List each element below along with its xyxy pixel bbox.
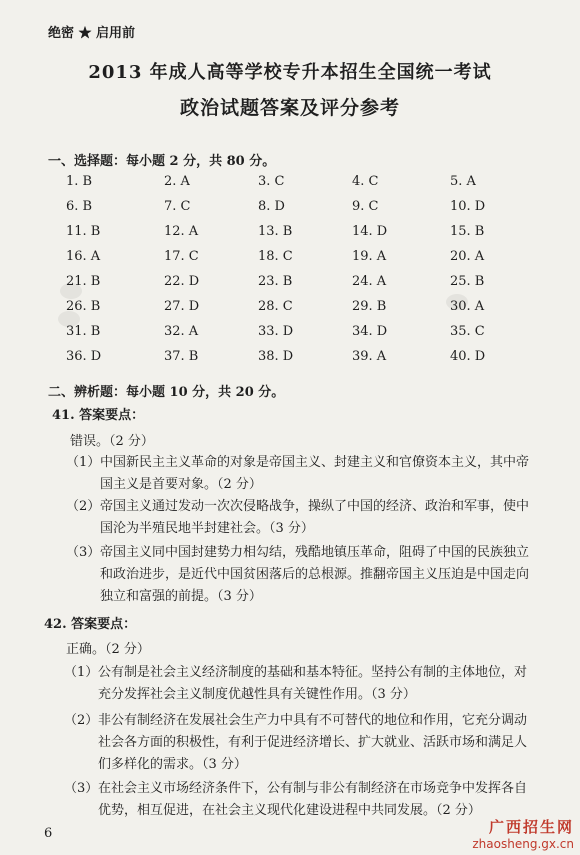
point-text-line: 中国新民主主义革命的对象是帝国主义、封建主义和官僚资本主义，其中帝 bbox=[100, 455, 530, 470]
watermark-url: zhaosheng.gx.cn bbox=[472, 837, 574, 851]
answer-item: 28. C bbox=[258, 299, 293, 314]
point-text-line: 社会各方面的积极性，有利于促进经济增长、扩大就业、活跃市场和满足人 bbox=[98, 735, 528, 750]
point-number: （3） bbox=[66, 545, 101, 560]
answer-item: 2. A bbox=[164, 174, 190, 189]
answer-item: 5. A bbox=[450, 174, 476, 189]
answer-item: 23. B bbox=[258, 274, 293, 289]
answer-item: 19. A bbox=[352, 249, 387, 264]
answer-item: 8. D bbox=[258, 199, 285, 214]
exam-title: 2013 年成人高等学校专升本招生全国统一考试 bbox=[88, 62, 492, 83]
point-text-line: 独立和富强的前提。（3 分） bbox=[100, 589, 262, 604]
answer-item: 40. D bbox=[450, 349, 486, 364]
q41-point-2 bbox=[66, 496, 556, 540]
q42-verdict: 正确。（2 分） bbox=[66, 642, 150, 657]
section-choice-heading: 一、选择题：每小题 2 分，共 80 分。 bbox=[48, 154, 276, 169]
answer-item: 7. C bbox=[164, 199, 191, 214]
point-text-line: 在社会主义市场经济条件下，公有制与非公有制经济在市场竞争中发挥各自 bbox=[98, 781, 528, 796]
answer-item: 35. C bbox=[450, 324, 485, 339]
answer-item: 37. B bbox=[164, 349, 199, 364]
answer-item: 36. D bbox=[66, 349, 102, 364]
answer-item: 14. D bbox=[352, 224, 388, 239]
answer-item: 4. C bbox=[352, 174, 379, 189]
answer-item: 31. B bbox=[66, 324, 101, 339]
watermark-site-name: 广西招生网 bbox=[488, 818, 574, 836]
point-text-line: 充分发挥社会主义制度优越性具有关键性作用。（3 分） bbox=[98, 687, 416, 702]
answer-item: 32. A bbox=[164, 324, 199, 339]
point-number: （3） bbox=[64, 781, 99, 796]
answer-item: 27. D bbox=[164, 299, 200, 314]
section-discrimination-heading: 二、辨析题：每小题 10 分，共 20 分。 bbox=[48, 385, 285, 400]
answer-item: 24. A bbox=[352, 274, 387, 289]
q41-point-3 bbox=[66, 542, 556, 608]
answer-item: 16. A bbox=[66, 249, 101, 264]
confidential-label: 绝密 ★ 启用前 bbox=[48, 26, 136, 41]
point-text-line: 非公有制经济在发展社会生产力中具有不可替代的地位和作用，它充分调动 bbox=[98, 713, 528, 728]
answer-item: 3. C bbox=[258, 174, 285, 189]
site-watermark[interactable] bbox=[472, 816, 574, 851]
point-text-line: 们多样化的需求。（3 分） bbox=[98, 757, 247, 772]
q42-point-2 bbox=[64, 710, 554, 776]
answer-item: 30. A bbox=[450, 299, 485, 314]
answer-item: 17. C bbox=[164, 249, 199, 264]
answer-item: 39. A bbox=[352, 349, 387, 364]
answer-item: 25. B bbox=[450, 274, 485, 289]
point-text-line: 帝国主义通过发动一次次侵略战争，操纵了中国的经济、政治和军事，使中 bbox=[100, 499, 530, 514]
point-text-line: 和政治进步，是近代中国贫困落后的总根源。推翻帝国主义压迫是中国走向 bbox=[100, 567, 530, 582]
answer-item: 26. B bbox=[66, 299, 101, 314]
q41-verdict: 错误。（2 分） bbox=[70, 434, 154, 449]
answer-item: 6. B bbox=[66, 199, 93, 214]
answer-item: 38. D bbox=[258, 349, 294, 364]
q41-point-1 bbox=[66, 452, 556, 496]
point-number: （2） bbox=[64, 713, 99, 728]
point-text-line: 帝国主义同中国封建势力相勾结，残酷地镇压革命，阻碍了中国的民族独立 bbox=[100, 545, 530, 560]
answer-key-title: 政治试题答案及评分参考 bbox=[179, 97, 400, 119]
answer-item: 34. D bbox=[352, 324, 388, 339]
point-number: （1） bbox=[66, 455, 101, 470]
q42-point-1 bbox=[64, 662, 554, 706]
answer-item: 20. A bbox=[450, 249, 485, 264]
answer-item: 21. B bbox=[66, 274, 101, 289]
q42-heading: 42. 答案要点： bbox=[44, 617, 137, 632]
point-text-line: 国主义是首要对象。（2 分） bbox=[100, 477, 262, 492]
point-text-line: 优势，相互促进，在社会主义现代化建设进程中共同发展。（2 分） bbox=[98, 803, 481, 818]
answer-item: 15. B bbox=[450, 224, 485, 239]
answer-item: 33. D bbox=[258, 324, 294, 339]
point-text-line: 国沦为半殖民地半封建社会。（3 分） bbox=[100, 521, 314, 536]
point-number: （2） bbox=[66, 499, 101, 514]
point-number: （1） bbox=[64, 665, 99, 680]
page-number: 6 bbox=[44, 826, 53, 841]
answer-item: 12. A bbox=[164, 224, 199, 239]
answer-item: 1. B bbox=[66, 174, 93, 189]
answer-item: 18. C bbox=[258, 249, 293, 264]
answer-item: 22. D bbox=[164, 274, 200, 289]
answer-item: 29. B bbox=[352, 299, 387, 314]
point-text-line: 公有制是社会主义经济制度的基础和基本特征。坚持公有制的主体地位，对 bbox=[98, 665, 528, 680]
answer-item: 10. D bbox=[450, 199, 486, 214]
q41-heading: 41. 答案要点： bbox=[52, 408, 145, 423]
answer-item: 13. B bbox=[258, 224, 293, 239]
answer-item: 9. C bbox=[352, 199, 379, 214]
answer-item: 11. B bbox=[66, 224, 101, 239]
